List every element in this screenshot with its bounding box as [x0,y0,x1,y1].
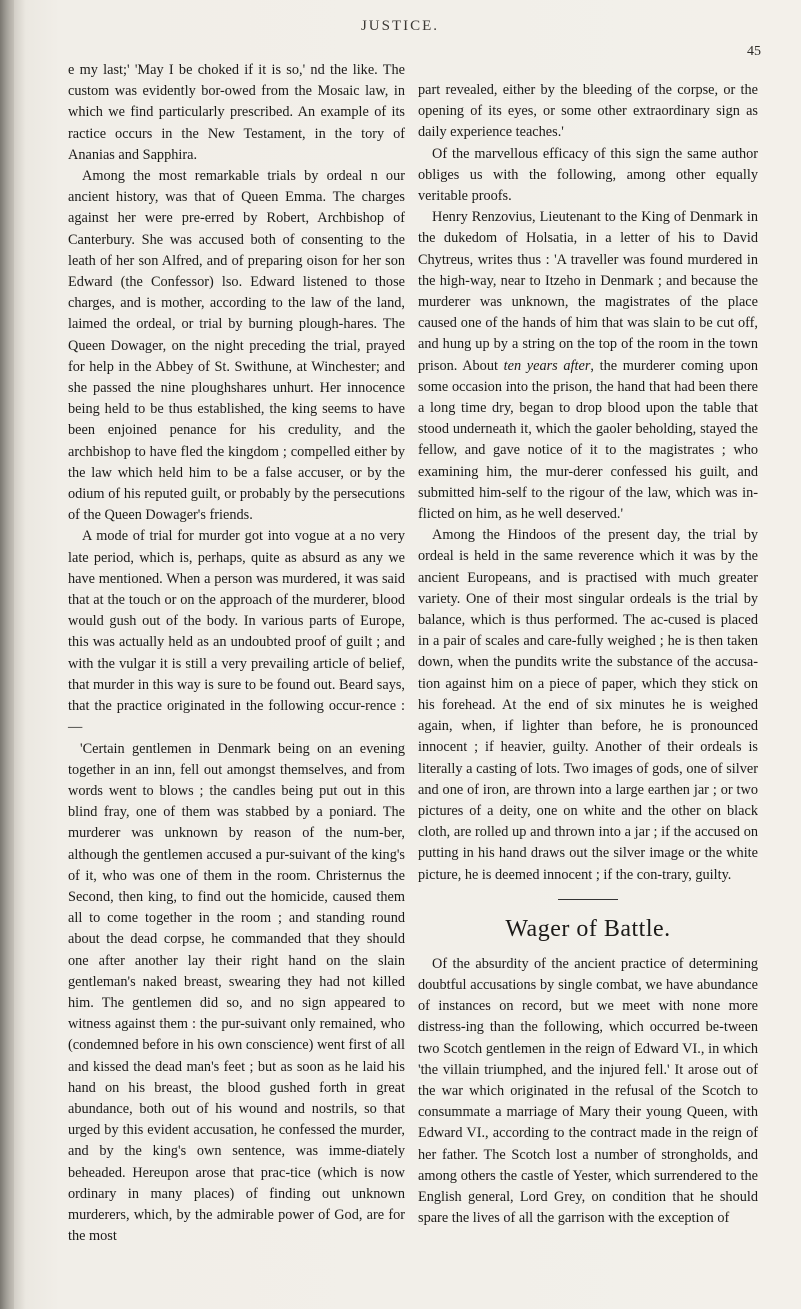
paragraph-text-end: , the murderer coming upon some occasion into the prison, the hand that had been there a long time dry, began to drop blood upon the table that stood underneath it, which the gaoler beholding, stayed the fellow, and gave notice of it to the magistrates ; who examining him, the mur-derer confessed his guilt, and submitted him-self to the rigour of the law, which was in-flicted on him, as he well deserved.' [418,357,758,523]
running-title: JUSTICE. [360,18,440,34]
paragraph: A mode of trial for murder got into vogue at a no very late period, which is, perhaps, quite as absurd as any we have mentioned. When a person was murdered, it was said that at the touch or on the approach of the murderer, blood would gush out of the body. In various parts of Europe, this was actually held as an undoubted proof of guilt ; and with the vulgar it is still a very prevailing article of belief, that murder in this way is sure to be found out. Beard says, that the practice originated in the following occur-rence :— [68,528,405,736]
paragraph-with-italic [418,207,758,525]
paragraph: part revealed, either by the bleeding of the corpse, or the opening of its eyes, or some other extraordinary sign as daily experience teaches.' [418,82,758,141]
paragraph: Of the absurdity of the ancient practice of determining doubtful accusations by single combat, we have abundance of instances on record, but we meet with none more distress-ing than the following, which occurred be-tween two Scotch gentlemen in the reign of Edward VI., in which 'the villain triumphed, and the injured fell.' It arose out of the war which originated in the refusal of the Scotch to consummate a marriage of Mary their young Queen, with Edward VI., according to the contract made in the reign of her father. The Scotch lost a number of strongholds, and among others the castle of Yester, which surrendered to the English general, Lord Grey, on condition that he should spare the lives of all the garrison with the exception of [418,955,758,1227]
page-number: 45 [747,44,761,59]
quoted-paragraph: 'Certain gentlemen in Denmark being on an evening together in an inn, fell out amongst themselves, and from words went to blows ; the candles being put out in this blind fray, one of them was stabbed by a poniard. The murderer was unknown by reason of the num-ber, although the gentlemen accused a pur-suivant of the king's of it, who was one of them in the room. Christernus the Second, then king, to find out the homicide, caused them all to come together in the room ; and standing round about the dead corpse, he commanded that they should one after another lay their right hand on the slain gentleman's naked breast, swearing they had not killed him. The gentlemen did so, and no sign appeared to witness against them : the pur-suivant only remained, who (condemned before in his own conscience) went first of all and kissed the dead man's feet ; but as soon as he laid his hand on his breast, the blood gushed forth in great abundance, both out of his wound and nostrils, so that urged by this evident accusation, he confessed the murder, and by the king's own sentence, was imme-diately beheaded. Hereupon arose that prac-tice (which is now ordinary in many places) of finding out unknown murderers, which, by the admirable power of God, are for the most [68,740,405,1245]
italic-phrase: ten years after [503,357,591,374]
paragraph: Among the most remarkable trials by ordeal n our ancient history, was that of Queen Emma. The charges against her were pre-erred by Robert, Archbishop of Canterbury. She was accused both of consenting to the leath of her son Alfred, and of preparing oison for her son Edward (the Confessor) lso. Edward listened to those charges, and is mother, according to the law of the land, laimed the ordeal, or trial by burning plough-hares. The Queen Dowager, on the night preceding the trial, prayed for help in the Abbey of St. Swithune, at Winchester; and she passed the nine ploughshares unhurt. Her innocence being held to be thus established, the king seems to have been enjoined penance for his credulity, and the archbishop to have fled the kingdom ; compelled either by the law which held him to be a false accuser, or by the odium of his reputed guilt, or probably by the persecutions of the Queen Dowager's friends. [68,168,405,524]
paragraph: e my last;' 'May I be choked if it is so,' nd the like. The custom was evidently bor-owed from the Mosaic law, in which we find particularly prescribed. An example of its ractice occurs in the New Testament, in the tory of Ananias and Sapphira. [68,62,405,163]
left-column [68,60,405,1247]
right-column [418,80,758,1229]
paragraph: Among the Hindoos of the present day, the trial by ordeal is held in the same reverence which it was by the ancient Europeans, and is practised with much greater variety. One of their most singular ordeals is the trial by balance, which is thus performed. The ac-cused is placed in a pair of scales and care-fully weighed ; he is then taken down, when the pundits write the substance of the accusa-tion against him on a piece of paper, which they stick on his forehead. At the end of six minutes he is weighed again, when, if lighter than before, he is pronounced innocent ; if heavier, guilty. Another of their ordeals is literally a casting of lots. Two images of gods, one of silver and one of iron, are thrown into a large earthen jar ; or two pictures of a deity, one on white and the other on black cloth, are rolled up and thrown into a jar ; if the accused on putting in his hand draws out the silver image or the white picture, he is deemed innocent ; if the con-trary, guilty. [418,527,758,883]
page-binding-shadow [0,0,14,1309]
section-divider [558,899,618,900]
section-heading: Wager of Battle. [505,915,671,942]
paragraph-text-start: Henry Renzovius, Lieutenant to the King of Denmark in the dukedom of Holsatia, in a letter of his to David Chytreus, writes thus : 'A traveller was found murdered in the high-way, near to Itzeho in Denmark ; and because the murderer was unknown, the magistrates of the place caused one of the hands of him that was slain to be cut off, and hung up by a string on the top of the room in the town prison. About [418,209,758,374]
paragraph: Of the marvellous efficacy of this sign the same author obliges us with the following, among other equally veritable proofs. [418,145,758,205]
